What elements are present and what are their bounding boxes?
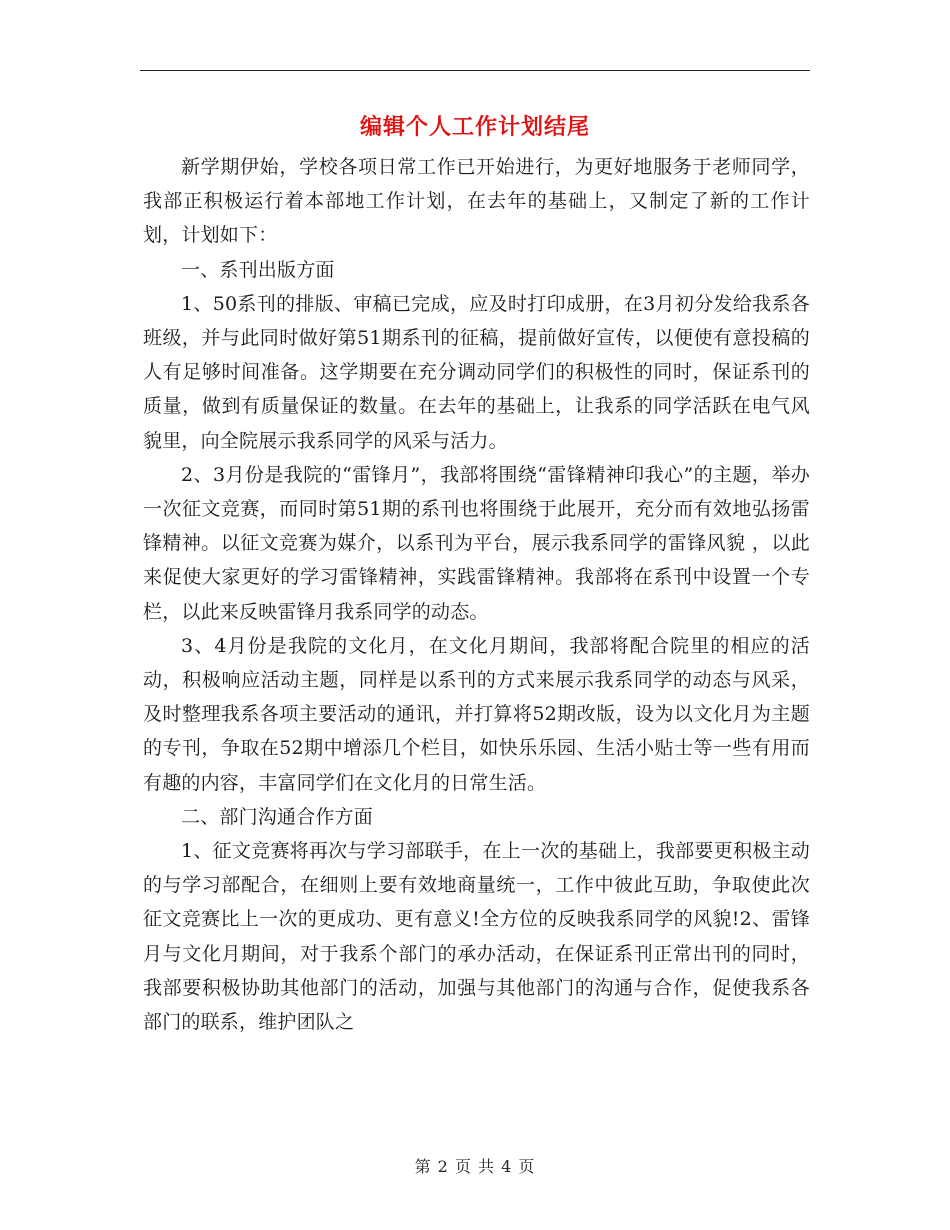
intro-paragraph: 新学期伊始，学校各项日常工作已开始进行，为更好地服务于老师同学，我部正积极运行着本部地工作计划，在去年的基础上，又制定了新的工作计划，计划如下： [143,156,810,247]
publication-item-3: 3、4月份是我院的文化月，在文化月期间，我部将配合院里的相应的活动，积极响应活动主题，同样是以系刊的方式来展示我系同学的动态与风采，及时整理我系各项主要活动的通讯，并打算将52期改版，设为以文化月为主题的专刊，争取在52期中增添几个栏目，如快乐乐园、生活小贴士等一些有用而有趣的内容，丰富同学们在文化月的日常生活。 [143,634,810,794]
publication-item-1: 1、50系刊的排版、审稿已完成，应及时打印成册，在3月初分发给我系各班级，并与此同时做好第51期系刊的征稿，提前做好宣传，以便使有意投稿的人有足够时间准备。这学期要在充分调动同学们的积极性的同时，保证系刊的质量，做到有质量保证的数量。在去年的基础上，让我系的同学活跃在电气风貌里，向全院展示我系同学的风采与活力。 [143,292,810,452]
section-heading-cooperation: 二、部门沟通合作方面 [181,805,374,828]
document-body [143,150,810,1039]
document-title: 编辑个人工作计划结尾 [359,115,590,140]
header-rule [140,70,810,71]
section-heading-publication: 一、系刊出版方面 [181,258,335,281]
cooperation-item-1: 1、征文竞赛将再次与学习部联手，在上一次的基础上，我部要更积极主动的与学习部配合，在细则上要有效地商量统一，工作中彼此互助，争取使此次征文竞赛比上一次的更成功、更有意义!全方位的反映我系同学的风貌!2、雷锋月与文化月期间，对于我系个部门的承办活动，在保证系刊正常出刊的同时，我部要积极协助其他部门的活动，加强与其他部门的沟通与合作，促使我系各部门的联系，维护团队之 [143,840,810,1034]
page-number-footer: 第 2 页 共 4 页 [414,1157,536,1176]
publication-item-2: 2、3月份是我院的“雷锋月”，我部将围绕“雷锋精神印我心”的主题，举办一次征文竞赛，而同时第51期的系刊也将围绕于此展开，充分而有效地弘扬雷锋精神。以征文竞赛为媒介，以系刊为平台，展示我系同学的雷锋风貌 ，以此来促使大家更好的学习雷锋精神，实践雷锋精神。我部将在系刊中设置一个专栏，以此来反映雷锋月我系同学的动态。 [143,463,810,623]
